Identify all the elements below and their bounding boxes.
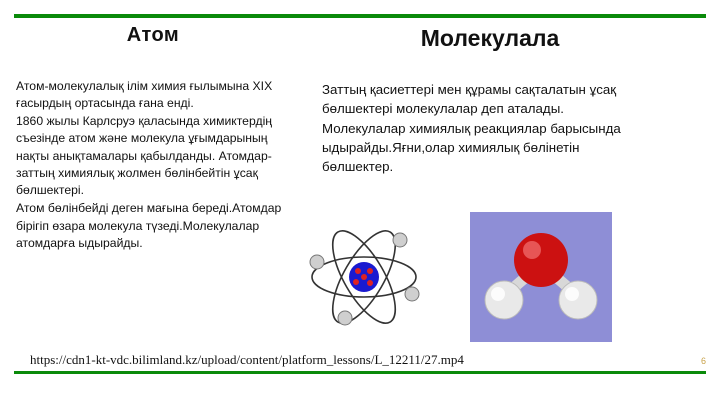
page-title-molecule: Молекулала xyxy=(420,25,560,51)
page-number: 6 xyxy=(700,356,706,366)
water-molecule-model xyxy=(470,212,612,342)
left-paragraph-1: Атом-молекулалық ілім химия ғылымына XIX ғасырдың ортасында ғана енді. xyxy=(16,79,273,111)
page-title-atom: Атом xyxy=(126,24,180,46)
right-body-text xyxy=(322,80,622,176)
atom-diagram-icon xyxy=(300,222,428,332)
video-link[interactable]: https://cdn1-kt-vdc.bilimland.kz/upload/content/platform_lessons/L_12211/27.mp4 xyxy=(30,352,464,367)
left-paragraph-2: 1860 жылы Карлсруэ қаласында химиктердің съезінде атом және молекула ұғымдарының нақты анықтамалары қабылданды. Атомдар-заттың химиялық жолмен бөлінбейтін ұсақ бөлшектері. xyxy=(16,114,273,198)
left-body-text xyxy=(16,78,292,253)
left-paragraph-3: Атом бөлінбейді деген мағына береді.Атомдар бірігіп өзара молекула түзеді.Молекулалар атомдарға ыдырайды. xyxy=(16,201,282,250)
top-divider xyxy=(14,14,706,18)
bottom-divider xyxy=(14,371,706,374)
right-paragraph-1: Заттың қасиеттері мен құрамы сақталатын ұсақ бөлшектері молекулалар деп аталады. Молекулалар химиялық реакциялар барысында ыдырайды.Яғни,олар химиялық бөлінетін бөлшектер. xyxy=(322,82,621,175)
